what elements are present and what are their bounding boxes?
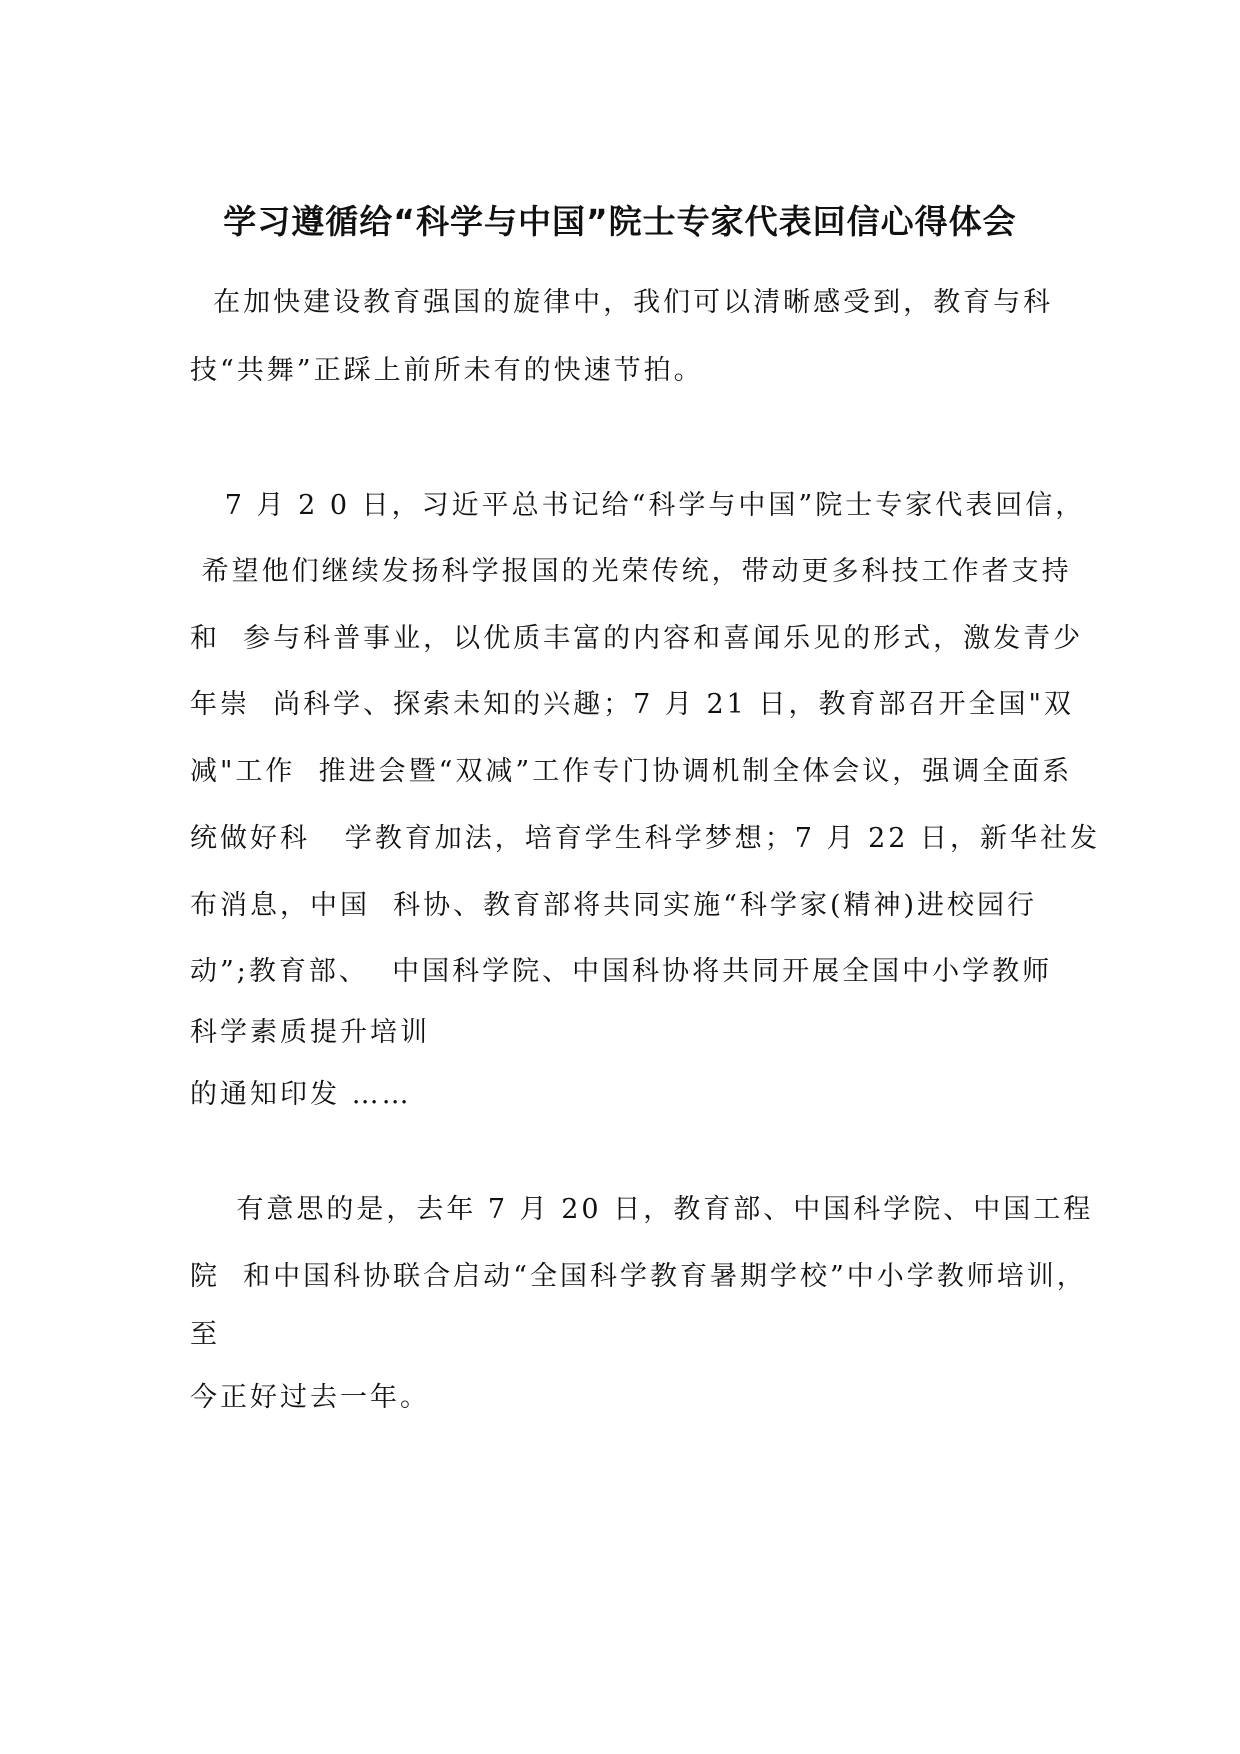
paragraph-line: 今正好过去一年。 — [190, 1382, 430, 1413]
paragraph-line: 动”;教育部、 中国科学院、中国科协将共同开展全国中小学教师 — [190, 956, 1053, 987]
paragraph-line: 至 — [190, 1319, 220, 1350]
paragraph-line: 布消息，中国 科协、教育部将共同实施“科学家(精神)进校园行 — [190, 890, 1038, 921]
paragraph-line: 院 和中国科协联合启动“全国科学教育暑期学校”中小学教师培训， — [190, 1261, 1087, 1292]
paragraph-line: 在加快建设教育强国的旋律中，我们可以清晰感受到，教育与科 — [190, 287, 1054, 318]
paragraph-line: 希望他们继续发扬科学报国的光荣传统，带动更多科技工作者支持 — [190, 556, 1072, 587]
paragraph-line: 统做好科 学教育加法，培育学生科学梦想；7 月 22 日，新华社发 — [190, 823, 1101, 854]
paragraph-line: 的通知印发 …… — [190, 1079, 412, 1110]
document-title: 学习遵循给“科学与中国”院士专家代表回信心得体会 — [223, 202, 1017, 241]
paragraph-line: 有意思的是，去年 7 月 20 日，教育部、中国科学院、中国工程 — [190, 1194, 1094, 1225]
paragraph-line: 技“共舞”正踩上前所未有的快速节拍。 — [190, 355, 704, 386]
paragraph-line: 科学素质提升培训 — [190, 1017, 430, 1048]
paragraph-line: 和 参与科普事业，以优质丰富的内容和喜闻乐见的形式，激发青少 — [190, 623, 1084, 654]
paragraph-line: 减"工作 推进会暨“双减”工作专门协调机制全体会议，强调全面系 — [190, 756, 1073, 787]
paragraph-line: 7 月 2 0 日，习近平总书记给“科学与中国”院士专家代表回信， — [190, 490, 1086, 521]
paragraph-line: 年崇 尚科学、探索未知的兴趣；7 月 21 日，教育部召开全国"双 — [190, 689, 1074, 720]
